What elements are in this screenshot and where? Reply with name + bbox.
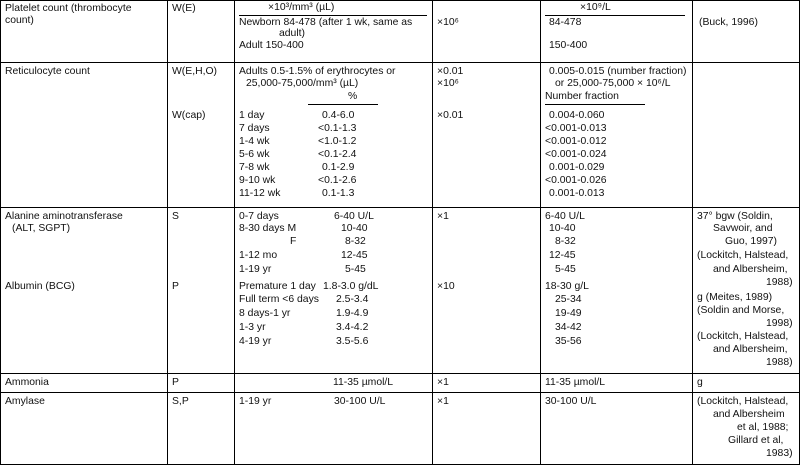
percent-value: <1.0-1.2	[318, 136, 357, 147]
conversion-factor: ×0.01	[437, 66, 464, 77]
reference: (Buck, 1996)	[699, 17, 758, 28]
si-value: 8-32	[555, 236, 576, 247]
si-value: 84-478	[549, 17, 582, 28]
reference: g (Meites, 1989)	[697, 292, 773, 303]
si-value: 34-42	[555, 322, 582, 333]
percent-value: 0.1-2.9	[322, 162, 355, 173]
albumin-value: 1.9-4.9	[336, 308, 369, 319]
test-name: Amylase	[5, 396, 45, 407]
reference: (Lockitch, Halstead,	[697, 250, 789, 261]
percent-value: <0.1-2.4	[318, 149, 357, 160]
conversion-factor: ×1	[437, 377, 449, 388]
rule-row1	[0, 62, 800, 63]
specimen: P	[172, 281, 179, 292]
si-value: 19-49	[555, 308, 582, 319]
reference: 1988)	[766, 357, 793, 368]
si-value: 18-30 g/L	[545, 281, 589, 292]
alt-value: 12-45	[341, 250, 368, 261]
specimen: W(E,H,O)	[172, 66, 218, 77]
rule-top	[0, 0, 800, 1]
test-name: Reticulocyte count	[5, 66, 90, 77]
si-value: 5-45	[555, 264, 576, 275]
reference: 1983)	[766, 448, 793, 459]
age-label: 5-6 wk	[239, 149, 270, 160]
si-value: 150-400	[549, 40, 588, 51]
conversion-factor: ×1	[437, 211, 449, 222]
percent-value: <0.1-2.6	[318, 175, 357, 186]
age-label: 1-19 yr	[239, 396, 272, 407]
si-value: 0.005-0.015 (number fraction)	[549, 66, 687, 77]
percent-value: <0.1-1.3	[318, 123, 357, 134]
col-rule-3	[432, 0, 433, 465]
fraction-value: 0.004-0.060	[549, 110, 605, 121]
age-label: 8-30 days M	[239, 223, 297, 234]
conventional-value: Adults 0.5-1.5% of erythrocytes or	[239, 66, 396, 77]
age-label: Full term <6 days	[239, 294, 319, 305]
reference: Savwoir, and	[713, 223, 773, 234]
header-underline	[545, 104, 645, 105]
albumin-value: 1.8-3.0 g/dL	[323, 281, 379, 292]
si-value: 10-40	[549, 223, 576, 234]
age-label: 7-8 wk	[239, 162, 270, 173]
conventional-value: 30-100 U/L	[334, 396, 386, 407]
si-header: ×10⁹/L	[580, 2, 611, 13]
header-underline	[545, 15, 685, 16]
si-value: 6-40 U/L	[545, 211, 585, 222]
age-label: 1 day	[239, 110, 265, 121]
reference: (Soldin and Morse,	[697, 305, 785, 316]
si-subheader: Number fraction	[545, 91, 619, 102]
header-underline	[239, 15, 427, 16]
reference: and Albersheim	[713, 409, 785, 420]
age-label: 8 days-1 yr	[239, 308, 291, 319]
alt-value: 6-40 U/L	[334, 211, 374, 222]
conversion-factor: ×10⁶	[437, 78, 459, 89]
age-label: 1-19 yr	[239, 264, 272, 275]
fraction-value: <0.001-0.024	[545, 149, 607, 160]
reference: 37° bgw (Soldin,	[697, 211, 773, 222]
specimen: W(E)	[172, 3, 196, 14]
reference: g	[697, 377, 703, 388]
test-name: Albumin (BCG)	[5, 281, 75, 292]
conversion-factor: ×10⁶	[437, 17, 459, 28]
percent-header: %	[348, 91, 358, 102]
reference: and Albersheim,	[713, 344, 788, 355]
reference: 1988)	[766, 277, 793, 288]
age-label: Premature 1 day	[239, 281, 316, 292]
rule-row3	[0, 373, 800, 374]
conversion-factor: ×0.01	[437, 110, 464, 121]
reference: 1998)	[766, 318, 793, 329]
test-name: (ALT, SGPT)	[12, 223, 71, 234]
reference: Guo, 1997)	[725, 236, 777, 247]
si-value: 12-45	[549, 250, 576, 261]
age-label: 1-3 yr	[239, 322, 266, 333]
percent-value: 0.4-6.0	[322, 110, 355, 121]
specimen: W(cap)	[172, 110, 206, 121]
reference: (Lockitch, Halstead,	[697, 331, 789, 342]
age-label: 7 days	[239, 123, 270, 134]
col-rule-5	[692, 0, 693, 465]
age-label: 11-12 wk	[239, 188, 281, 199]
reference: and Albersheim,	[713, 264, 788, 275]
si-value: 25-34	[555, 294, 582, 305]
conversion-factor: ×10	[437, 281, 455, 292]
specimen: P	[172, 377, 179, 388]
reference: et al, 1988;	[737, 422, 789, 433]
rule-row2	[0, 207, 800, 208]
alt-value: 10-40	[341, 223, 368, 234]
si-value: 30-100 U/L	[545, 396, 597, 407]
albumin-value: 3.5-5.6	[336, 336, 369, 347]
si-value: 35-56	[555, 336, 582, 347]
age-label: F	[290, 236, 297, 247]
test-name: Alanine aminotransferase	[5, 211, 123, 222]
alt-value: 8-32	[345, 236, 366, 247]
fraction-value: <0.001-0.013	[545, 123, 607, 134]
rule-row4	[0, 392, 800, 393]
alt-value: 5-45	[345, 264, 366, 275]
reference: Gillard et al,	[728, 435, 784, 446]
age-label: 1-12 mo	[239, 250, 278, 261]
age-label: 9-10 wk	[239, 175, 276, 186]
conversion-factor: ×1	[437, 396, 449, 407]
fraction-value: 0.001-0.029	[549, 162, 605, 173]
col-rule-2	[234, 0, 235, 465]
si-value: 11-35 µmol/L	[545, 377, 606, 388]
age-label: 0-7 days	[239, 211, 279, 222]
test-name: count)	[5, 15, 34, 26]
test-name: Ammonia	[5, 377, 49, 388]
specimen: S,P	[172, 396, 189, 407]
age-label: 1-4 wk	[239, 136, 270, 147]
conventional-value: Adult 150-400	[239, 40, 304, 51]
conventional-header: ×10³/mm³ (µL)	[268, 2, 335, 13]
fraction-value: 0.001-0.013	[549, 188, 605, 199]
conventional-value: Newborn 84-478 (after 1 wk, same as	[239, 17, 413, 28]
conventional-value: adult)	[279, 28, 305, 39]
conventional-value: 11-35 µmol/L	[333, 377, 394, 388]
header-underline	[308, 104, 378, 105]
col-rule-1	[167, 0, 168, 465]
col-rule-4	[540, 0, 541, 465]
fraction-value: <0.001-0.012	[545, 136, 607, 147]
si-value: or 25,000-75,000 × 10⁶/L	[555, 78, 671, 89]
reference: (Lockitch, Halstead,	[697, 396, 789, 407]
test-name: Platelet count (thrombocyte	[5, 3, 132, 14]
percent-value: 0.1-1.3	[322, 188, 355, 199]
specimen: S	[172, 211, 179, 222]
conventional-value: 25,000-75,000/mm³ (µL)	[246, 78, 359, 89]
col-rule-0	[0, 0, 1, 465]
fraction-value: <0.001-0.026	[545, 175, 607, 186]
age-label: 4-19 yr	[239, 336, 272, 347]
albumin-value: 3.4-4.2	[336, 322, 369, 333]
albumin-value: 2.5-3.4	[336, 294, 369, 305]
